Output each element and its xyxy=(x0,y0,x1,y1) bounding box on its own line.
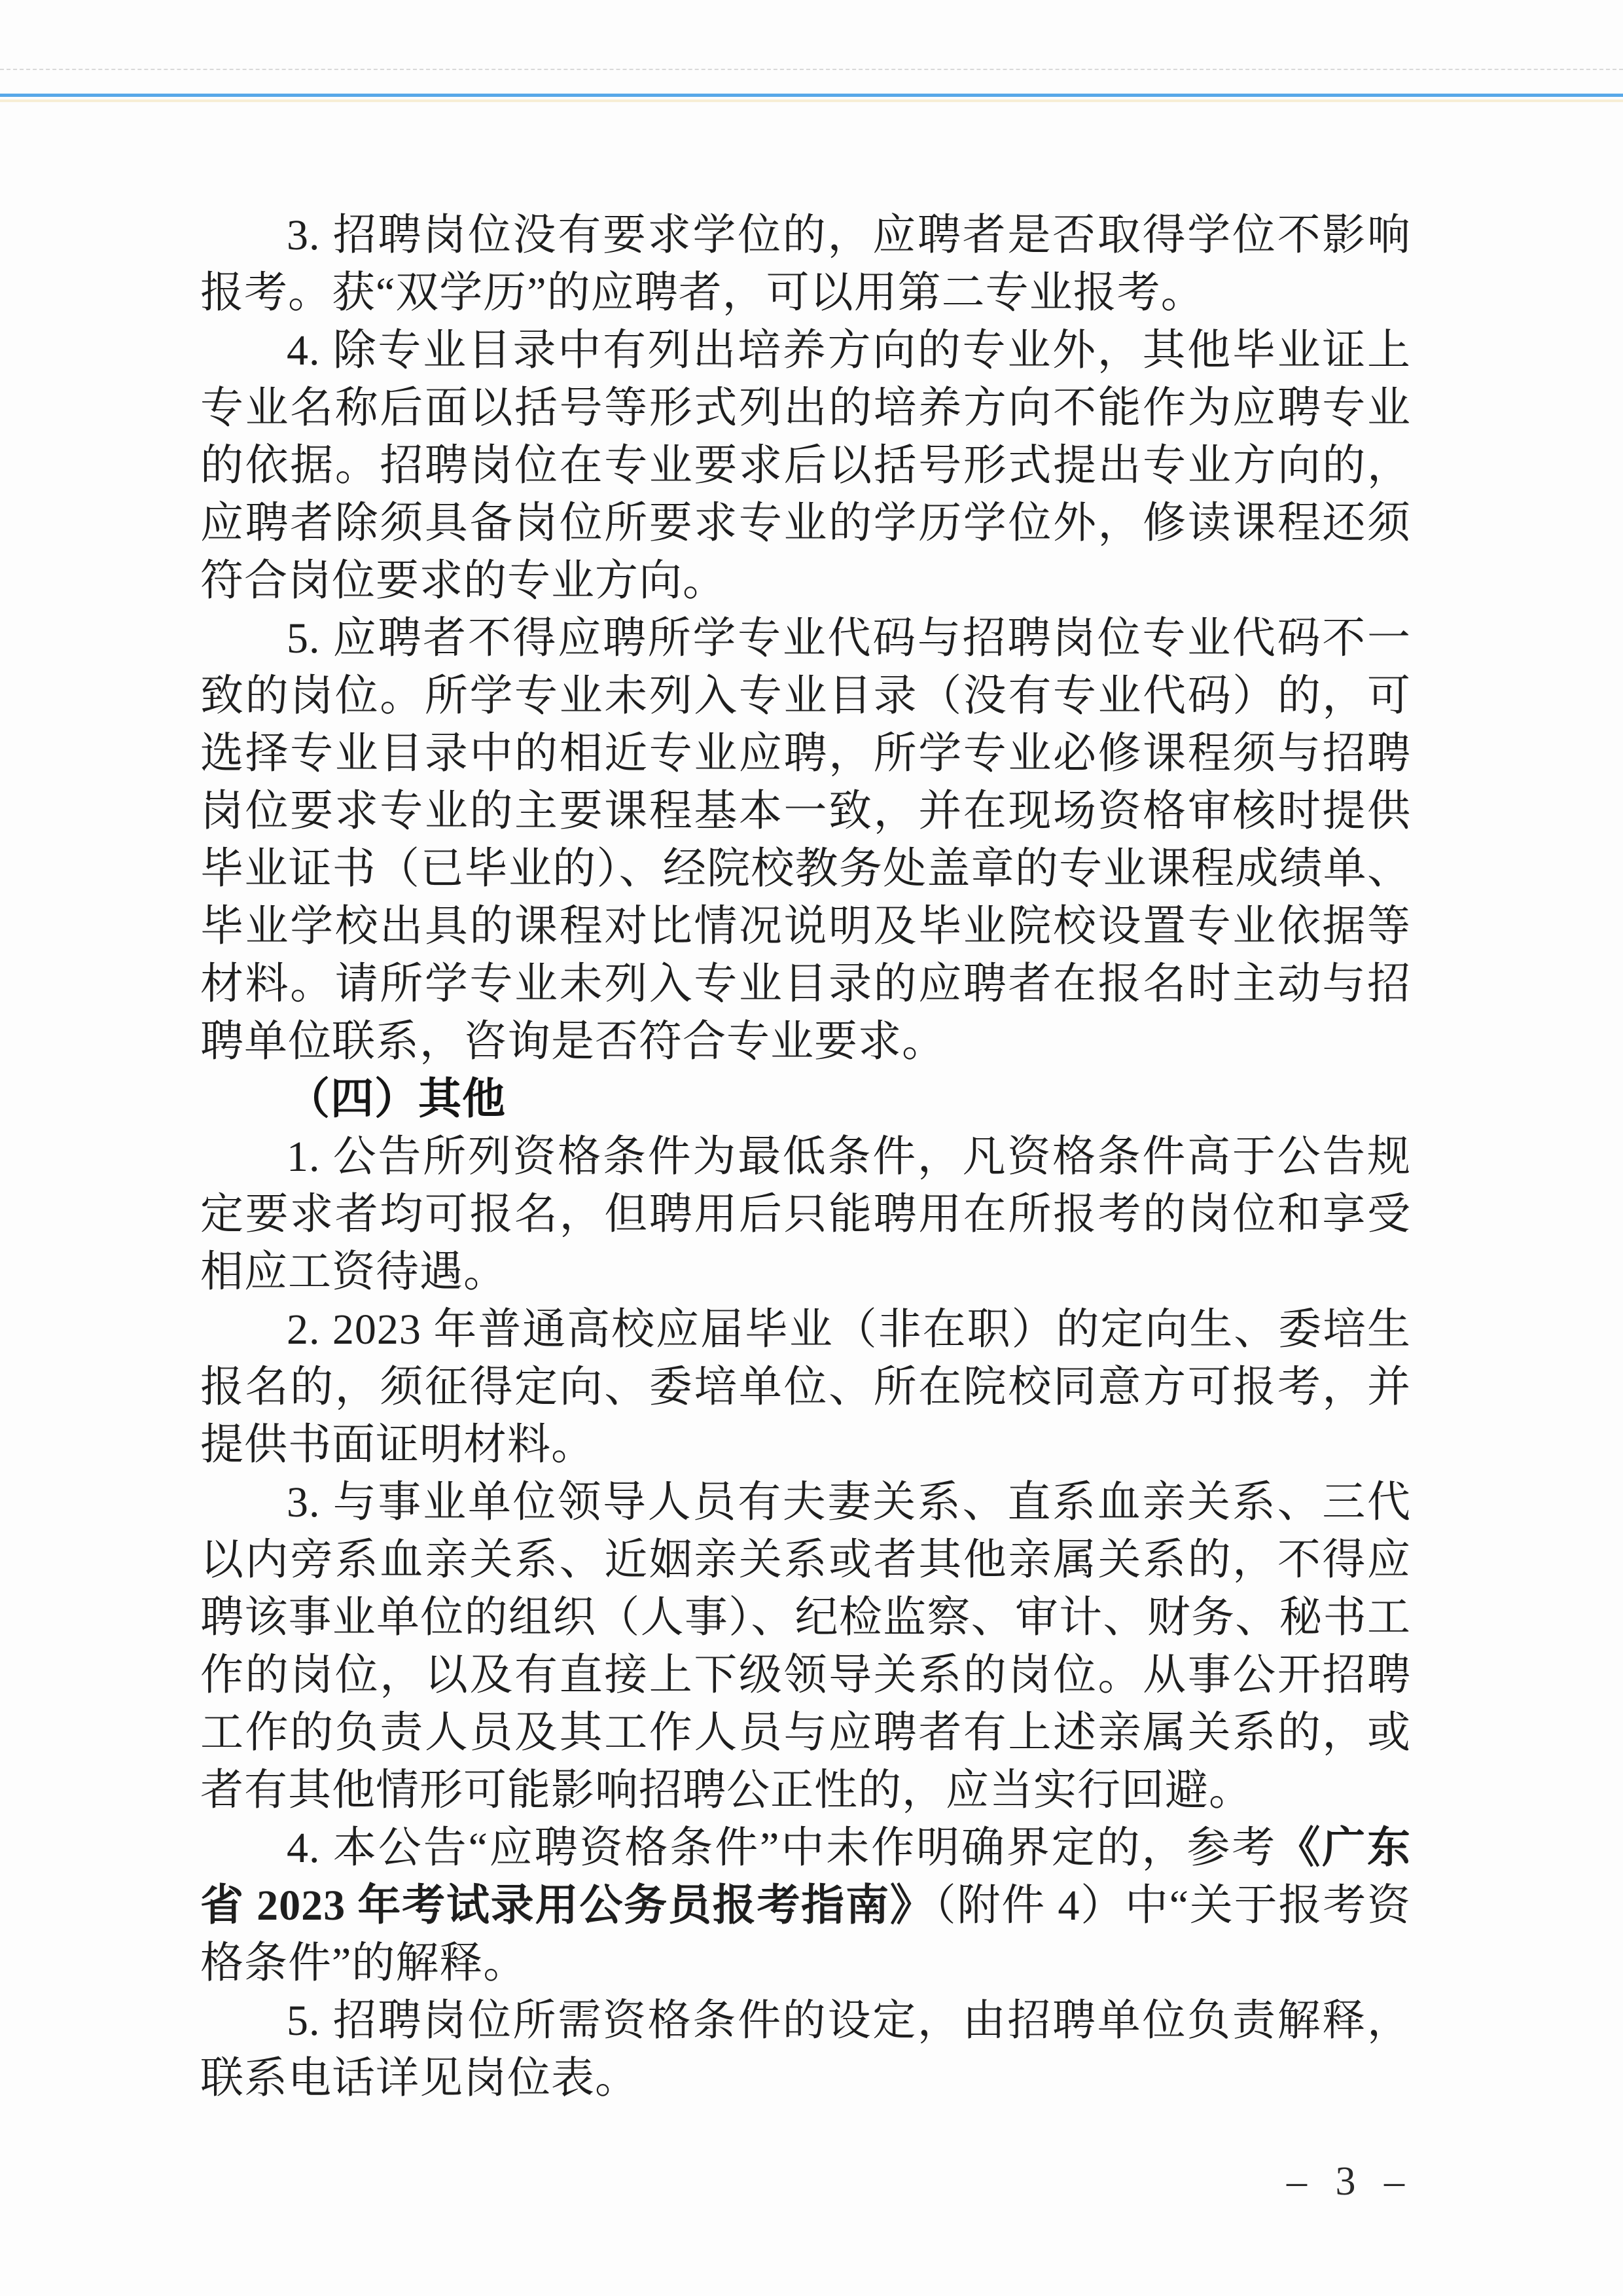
paragraph-other-2: 2. 2023 年普通高校应届毕业（非在职）的定向生、委培生报名的，须征得定向、委培单位、所在院校同意方可报考，并提供书面证明材料。 xyxy=(200,1306,1411,1469)
page-number: – 3 – xyxy=(1287,2159,1414,2204)
section-heading-other: （四）其他 xyxy=(287,1075,506,1123)
paragraph-other-1: 1. 公告所列资格条件为最低条件，凡资格条件高于公告规定要求者均可报名，但聘用后只能聘用在所报考的岗位和享受相应工资待遇。 xyxy=(200,1133,1411,1296)
paragraph-other-4-tail: （附件 4）中“关于报考资格条件”的解释。 xyxy=(200,1882,1411,1987)
paragraph-clause-5: 5. 应聘者不得应聘所学专业代码与招聘岗位专业代码不一致的岗位。所学专业未列入专业目录（没有专业代码）的，可选择专业目录中的相近专业应聘，所学专业必修课程须与招聘岗位要求专业的主要课程基本一致，并在现场资格审核时提供毕业证书（已毕业的）、经院校教务处盖章的专业课程成绩单、毕业学校出具的课程对比情况说明及毕业院校设置专业依据等材料。请所学专业未列入专业目录的应聘者在报名时主动与招聘单位联系，咨询是否符合专业要求。 xyxy=(200,615,1411,1066)
paragraph-other-5: 5. 招聘岗位所需资格条件的设定，由招聘单位负责解释，联系电话详见岗位表。 xyxy=(200,1997,1411,2102)
paragraph-other-4 xyxy=(200,1820,1411,1992)
document-body xyxy=(200,207,1411,2108)
top-cream-divider xyxy=(0,99,1623,102)
paragraph-other-4-lead: 4. 本公告“应聘资格条件”中未作明确界定的，参考 xyxy=(287,1824,1277,1872)
paragraph-clause-3: 3. 招聘岗位没有要求学位的，应聘者是否取得学位不影响报考。获“双学历”的应聘者，可以用第二专业报考。 xyxy=(200,211,1411,317)
top-dashed-divider xyxy=(0,69,1623,70)
paragraph-other-3: 3. 与事业单位领导人员有夫妻关系、直系血亲关系、三代以内旁系血亲关系、近姻亲关系或者其他亲属关系的，不得应聘该事业单位的组织（人事）、纪检监察、审计、财务、秘书工作的岗位，以及有直接上下级领导关系的岗位。从事公开招聘工作的负责人员及其工作人员与应聘者有上述亲属关系的，或者有其他情形可能影响招聘公正性的，应当实行回避。 xyxy=(200,1479,1411,1814)
top-blue-divider xyxy=(0,94,1623,97)
paragraph-clause-4: 4. 除专业目录中有列出培养方向的专业外，其他毕业证上专业名称后面以括号等形式列出的培养方向不能作为应聘专业的依据。招聘岗位在专业要求后以括号形式提出专业方向的，应聘者除须具备岗位所要求专业的学历学位外，修读课程还须符合岗位要求的专业方向。 xyxy=(200,327,1411,605)
referenced-guide-title: 《广东省 2023 年考试录用公务员报考指南》 xyxy=(200,1824,1411,1929)
